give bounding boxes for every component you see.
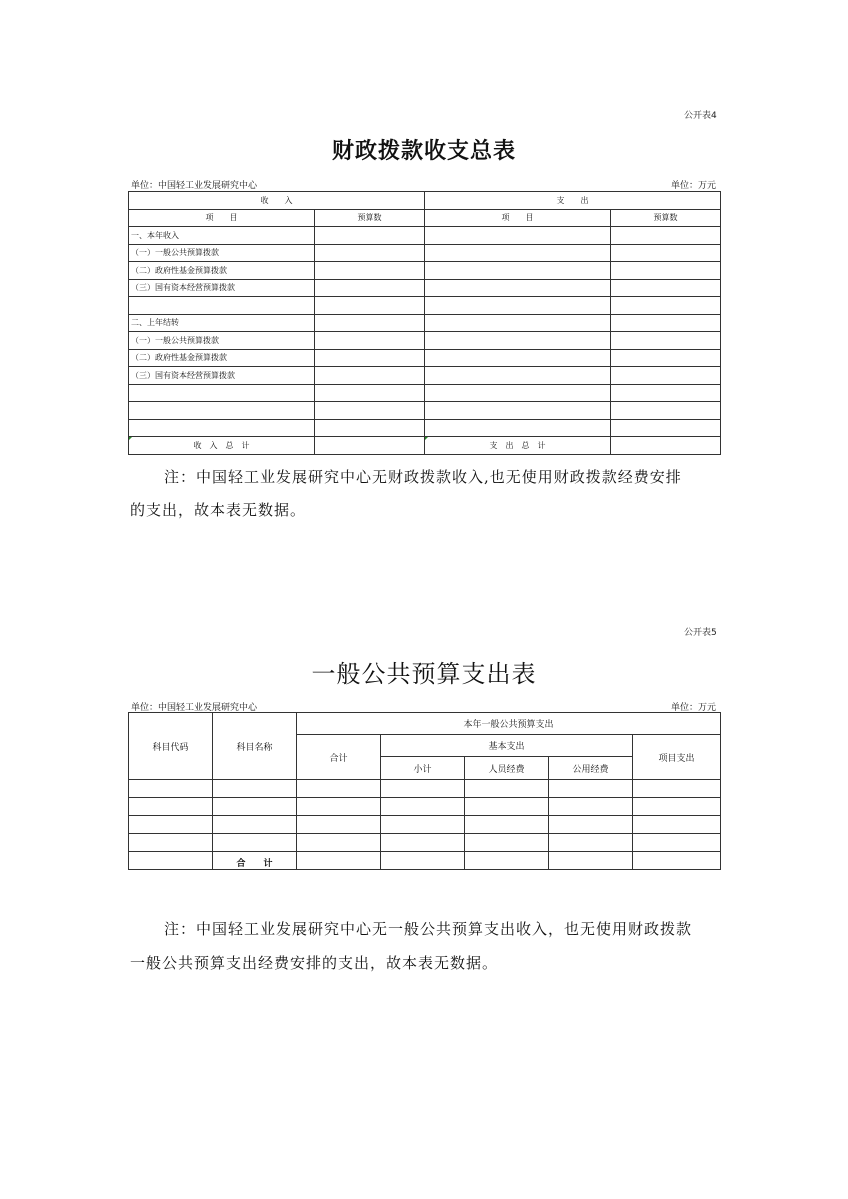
subtotal-header: 小计 — [381, 757, 465, 780]
table-row — [129, 244, 721, 262]
cell — [315, 332, 425, 350]
note-line: 注：中国轻工业发展研究中心无财政拨款收入,也无使用财政拨款经费安排 — [164, 468, 682, 486]
row-label: 二、上年结转 — [129, 314, 315, 332]
table-row — [129, 314, 721, 332]
cell — [425, 244, 611, 262]
cell — [315, 314, 425, 332]
table-row — [129, 349, 721, 367]
cell — [425, 262, 611, 280]
project-expenditure-header: 项目支出 — [633, 735, 721, 780]
cell — [425, 367, 611, 385]
row-label — [129, 297, 315, 315]
row-label: （三）国有资本经营预算拨款 — [129, 367, 315, 385]
table4-unit-right: 单位：万元 — [671, 181, 717, 191]
table-header-row — [129, 713, 721, 735]
table5-note-line1: 注：中国轻工业发展研究中心无一般公共预算支出收入，也无使用财政拨款 — [164, 920, 693, 938]
table-row — [129, 384, 721, 402]
cell — [315, 437, 425, 455]
cell — [425, 279, 611, 297]
row-label — [129, 419, 315, 437]
table-row — [129, 798, 721, 816]
cell — [425, 384, 611, 402]
cell — [315, 244, 425, 262]
cell — [611, 437, 721, 455]
total-row — [129, 852, 721, 870]
cell — [425, 419, 611, 437]
cell-marker-icon — [129, 437, 132, 440]
cell — [611, 384, 721, 402]
cell — [315, 384, 425, 402]
total-row — [129, 437, 721, 455]
cell — [611, 332, 721, 350]
fiscal-allocation-table — [128, 191, 721, 455]
total-header: 合计 — [297, 735, 381, 780]
expense-item-header: 项 目 — [425, 209, 611, 227]
cell-marker-icon — [425, 437, 428, 440]
table-row — [129, 297, 721, 315]
row-label: （二）政府性基金预算拨款 — [129, 262, 315, 280]
cell — [425, 402, 611, 420]
table-header-row — [129, 192, 721, 210]
cell — [315, 297, 425, 315]
row-label: 一、本年收入 — [129, 227, 315, 245]
table-row — [129, 227, 721, 245]
cell — [611, 349, 721, 367]
cell — [611, 297, 721, 315]
annual-expenditure-header: 本年一般公共预算支出 — [297, 713, 721, 735]
cell — [315, 262, 425, 280]
table-row — [129, 367, 721, 385]
subject-code-header: 科目代码 — [129, 713, 213, 780]
table4-note — [130, 462, 730, 492]
cell — [315, 349, 425, 367]
table-row — [129, 262, 721, 280]
table5-title: 一般公共预算支出表 — [311, 660, 537, 688]
table-row — [129, 419, 721, 437]
cell — [315, 419, 425, 437]
public-expense-header: 公用经费 — [549, 757, 633, 780]
cell — [611, 402, 721, 420]
subject-name-header: 科目名称 — [213, 713, 297, 780]
table-row — [129, 816, 721, 834]
expense-header: 支 出 — [425, 192, 721, 210]
cell — [611, 314, 721, 332]
basic-expenditure-header: 基本支出 — [381, 735, 633, 757]
row-label — [129, 402, 315, 420]
cell — [425, 227, 611, 245]
table5-tag: 公开表5 — [684, 628, 717, 638]
total-income-label: 收 入 总 计 — [129, 437, 315, 455]
table5-unit-left: 单位：中国轻工业发展研究中心 — [131, 703, 258, 713]
cell — [611, 367, 721, 385]
cell — [611, 419, 721, 437]
table-row — [129, 332, 721, 350]
general-budget-table — [128, 712, 721, 870]
table-row — [129, 834, 721, 852]
cell — [315, 402, 425, 420]
cell — [315, 227, 425, 245]
income-header: 收 入 — [129, 192, 425, 210]
cell — [611, 279, 721, 297]
table4-tag: 公开表4 — [684, 111, 717, 121]
table4-unit-left: 单位：中国轻工业发展研究中心 — [131, 181, 258, 191]
row-label: （一）一般公共预算拨款 — [129, 244, 315, 262]
total-expense-label: 支 出 总 计 — [425, 437, 611, 455]
income-budget-header: 预算数 — [315, 209, 425, 227]
row-label — [129, 384, 315, 402]
total-label: 合 计 — [213, 852, 297, 870]
cell — [315, 367, 425, 385]
cell — [425, 332, 611, 350]
row-label: （三）国有资本经营预算拨款 — [129, 279, 315, 297]
personnel-header: 人员经费 — [465, 757, 549, 780]
row-label: （一）一般公共预算拨款 — [129, 332, 315, 350]
table5-note-line2: 一般公共预算支出经费安排的支出，故本表无数据。 — [130, 954, 499, 972]
table5-unit-right: 单位：万元 — [671, 703, 717, 713]
cell — [425, 314, 611, 332]
table-row — [129, 279, 721, 297]
table-row — [129, 780, 721, 798]
table4-note-line2: 的支出，故本表无数据。 — [130, 501, 307, 519]
cell — [611, 227, 721, 245]
expense-budget-header: 预算数 — [611, 209, 721, 227]
table-row — [129, 402, 721, 420]
row-label: （二）政府性基金预算拨款 — [129, 349, 315, 367]
cell — [611, 262, 721, 280]
table4-title: 财政拨款收支总表 — [331, 138, 516, 164]
cell — [425, 297, 611, 315]
table-subheader-row — [129, 209, 721, 227]
cell — [611, 244, 721, 262]
cell — [315, 279, 425, 297]
cell — [425, 349, 611, 367]
income-item-header: 项 目 — [129, 209, 315, 227]
